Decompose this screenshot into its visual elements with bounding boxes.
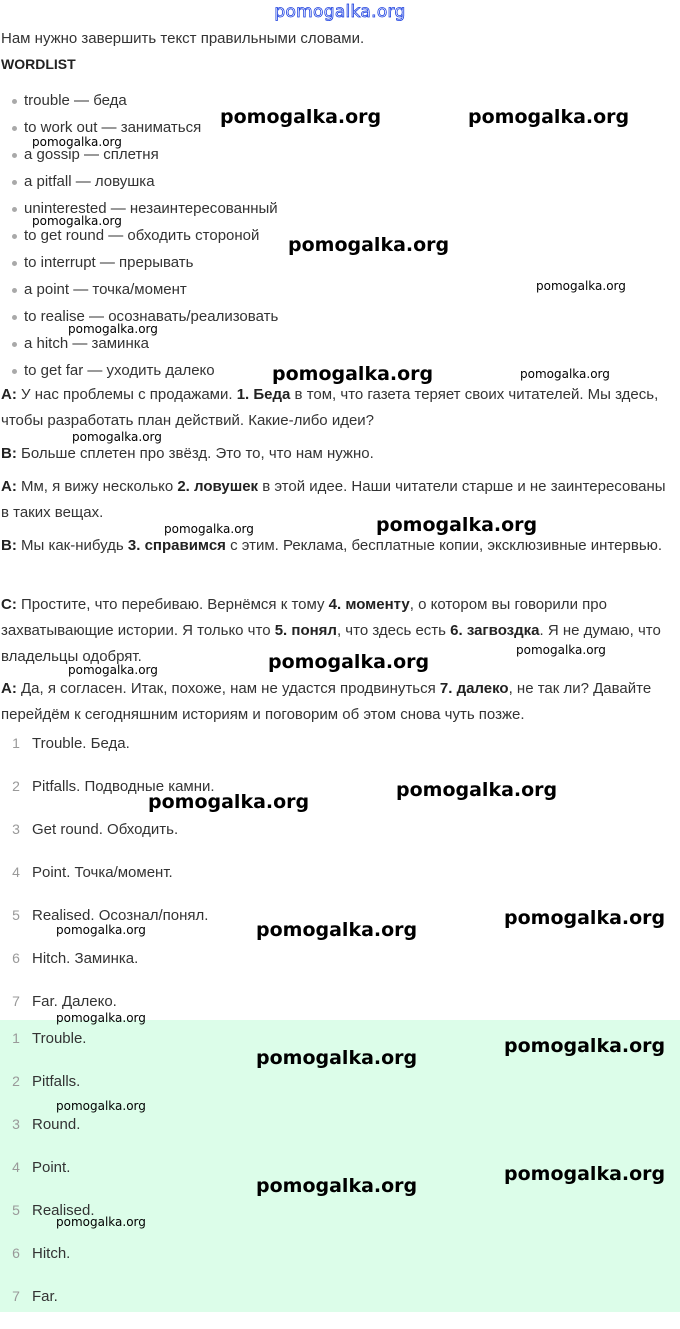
dialogue-text: , о котором вы говорили про захватывающие истории. Я только что (1, 596, 607, 639)
item-number: 6 (12, 950, 20, 966)
item-text: Pitfalls. Подводные камни. (32, 778, 215, 795)
dialogue-line (1, 441, 676, 467)
wordlist-item (12, 278, 278, 305)
dialogue-text: в том, что газета теряет своих читателей. Мы здесь, чтобы разработать план действий. Какие-либо идеи? (1, 386, 659, 429)
wordlist-item-text: trouble — беда (24, 92, 127, 109)
wordlist-item-text: a gossip — сплетня (24, 146, 159, 163)
item-number: 6 (12, 1245, 20, 1261)
dialogue-text: Простите, что перебиваю. Вернёмся к тому (16, 596, 329, 613)
watermark-text: pomogalka.org (56, 923, 146, 937)
bullet-icon (12, 234, 17, 239)
answer-highlight: 1. Беда (236, 386, 291, 403)
item-text: Pitfalls. (32, 1073, 81, 1090)
watermark-text: pomogalka.org (256, 1175, 418, 1197)
wordlist-item-text: a hitch — заминка (24, 335, 149, 352)
answer-item (0, 1243, 680, 1286)
watermark-text: pomogalka.org (272, 363, 434, 385)
item-number: 4 (12, 1159, 20, 1175)
dialogue-line (1, 676, 676, 728)
watermark-text: pomogalka.org (256, 919, 418, 941)
wordlist (12, 89, 278, 386)
bullet-icon (12, 261, 17, 266)
item-number: 4 (12, 864, 20, 880)
wordlist-item-text: to realise — осознавать/реализовать (24, 308, 279, 325)
dialogue-line (1, 382, 676, 434)
item-number: 5 (12, 907, 20, 923)
speaker-label: C: (1, 596, 17, 613)
watermark-text: pomogalka.org (504, 907, 666, 929)
item-text: Realised. (32, 1202, 95, 1219)
wordlist-item-text: to interrupt — прерывать (24, 254, 194, 271)
answer-item (0, 1286, 680, 1329)
item-number: 1 (12, 1030, 20, 1046)
answer-highlight: 5. понял (274, 622, 337, 639)
watermark-text: pomogalka.org (504, 1035, 666, 1057)
speaker-label: B: (1, 537, 17, 554)
dialogue-text: Больше сплетен про звёзд. Это то, что нам нужно. (16, 445, 374, 462)
item-text: Trouble. (32, 1030, 87, 1047)
watermark-text: pomogalka.org (56, 1215, 146, 1229)
bullet-icon (12, 342, 17, 347)
dialogue-text: , не так ли? Давайте перейдём к сегодняшним историям и поговорим об этом снова чуть позже. (1, 680, 652, 723)
dialogue-line (1, 474, 676, 526)
translation-item (0, 862, 680, 905)
watermark-text: pomogalka.org (376, 514, 538, 536)
dialogue-text: в этой идее. Наши читатели старше и не заинтересованы в таких вещах. (1, 478, 666, 521)
task-intro: Нам нужно завершить текст правильными словами. (1, 30, 365, 47)
watermark-text: pomogalka.org (268, 651, 430, 673)
watermark-text: pomogalka.org (516, 643, 606, 657)
watermark-text: pomogalka.org (72, 430, 162, 444)
bullet-icon (12, 369, 17, 374)
watermark-text: pomogalka.org (56, 1099, 146, 1113)
item-text: Far. (32, 1288, 58, 1305)
bullet-icon (12, 288, 17, 293)
item-number: 7 (12, 1288, 20, 1304)
watermark-text: pomogalka.org (68, 322, 158, 336)
dialogue-text: Мм, я вижу несколько (16, 478, 178, 495)
watermark-text: pomogalka.org (468, 106, 630, 128)
bullet-icon (12, 207, 17, 212)
wordlist-item-text: a point — точка/момент (24, 281, 187, 298)
bullet-icon (12, 153, 17, 158)
answer-highlight: 2. ловушек (177, 478, 259, 495)
translation-item (0, 948, 680, 991)
speaker-label: A: (1, 680, 17, 697)
item-text: Far. Далеко. (32, 993, 117, 1010)
bullet-icon (12, 315, 17, 320)
wordlist-title: WORDLIST (1, 56, 76, 72)
watermark-text: pomogalka.org (56, 1011, 146, 1025)
item-number: 1 (12, 735, 20, 751)
item-number: 3 (12, 821, 20, 837)
speaker-label: B: (1, 445, 17, 462)
bullet-icon (12, 126, 17, 131)
item-text: Hitch. (32, 1245, 71, 1262)
translations-list (0, 733, 680, 1034)
item-text: Point. (32, 1159, 71, 1176)
item-text: Round. (32, 1116, 81, 1133)
item-text: Trouble. Беда. (32, 735, 130, 752)
item-number: 7 (12, 993, 20, 1009)
speaker-label: A: (1, 386, 17, 403)
answer-highlight: 4. моменту (328, 596, 410, 613)
item-number: 3 (12, 1116, 20, 1132)
watermark-text: pomogalka.org (220, 106, 382, 128)
item-text: Realised. Осознал/понял. (32, 907, 209, 924)
watermark-text: pomogalka.org (504, 1163, 666, 1185)
watermark-text: pomogalka.org (256, 1047, 418, 1069)
watermark-text: pomogalka.org (536, 279, 626, 293)
speaker-label: A: (1, 478, 17, 495)
wordlist-item (12, 224, 278, 251)
dialogue-line (1, 533, 676, 559)
translation-item (0, 776, 680, 819)
item-text: Hitch. Заминка. (32, 950, 139, 967)
dialogue-text: . Я не думаю, что владельцы одобрят. (1, 622, 661, 665)
bullet-icon (12, 99, 17, 104)
site-header-logo[interactable]: pomogalka.org (274, 2, 406, 22)
item-number: 2 (12, 778, 20, 794)
answer-highlight: 3. справимся (127, 537, 226, 554)
watermark-text: pomogalka.org (288, 234, 450, 256)
wordlist-item-text: a pitfall — ловушка (24, 173, 155, 190)
watermark-text: pomogalka.org (32, 135, 122, 149)
watermark-text: pomogalka.org (520, 367, 610, 381)
watermark-text: pomogalka.org (68, 663, 158, 677)
dialogue-text: У нас проблемы с продажами. (16, 386, 237, 403)
wordlist-item-text: uninterested — незаинтересованный (24, 200, 278, 217)
answer-highlight: 6. загвоздка (450, 622, 540, 639)
item-number: 5 (12, 1202, 20, 1218)
dialogue-text: , что здесь есть (336, 622, 451, 639)
wordlist-item (12, 170, 278, 197)
wordlist-item-text: to get far — уходить далеко (24, 362, 215, 379)
watermark-text: pomogalka.org (32, 214, 122, 228)
bullet-icon (12, 180, 17, 185)
wordlist-item (12, 251, 278, 278)
wordlist-item (12, 332, 278, 359)
item-text: Get round. Обходить. (32, 821, 179, 838)
translation-item (0, 819, 680, 862)
item-text: Point. Точка/момент. (32, 864, 173, 881)
dialogue-text: с этим. Реклама, бесплатные копии, эксклюзивные интервью. (225, 537, 663, 554)
watermark-text: pomogalka.org (164, 522, 254, 536)
watermark-text: pomogalka.org (396, 779, 558, 801)
watermark-text: pomogalka.org (148, 791, 310, 813)
answer-item (0, 1114, 680, 1157)
dialogue-text: Мы как-нибудь (16, 537, 128, 554)
wordlist-item-text: to work out — заниматься (24, 119, 202, 136)
answer-highlight: 7. далеко (439, 680, 509, 697)
dialogue-text: Да, я согласен. Итак, похоже, нам не удастся продвинуться (16, 680, 440, 697)
wordlist-item-text: to get round — обходить стороной (24, 227, 260, 244)
item-number: 2 (12, 1073, 20, 1089)
translation-item (0, 733, 680, 776)
